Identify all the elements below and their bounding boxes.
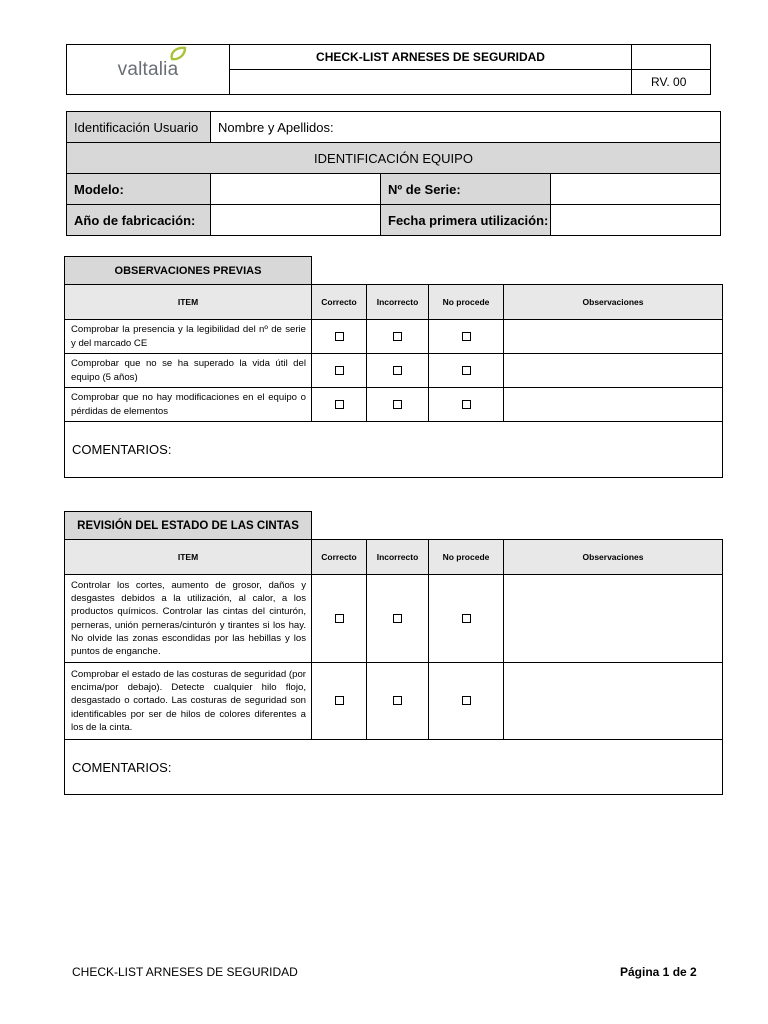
logo-text: valtalia xyxy=(117,58,179,80)
incorrect-checkbox[interactable] xyxy=(393,614,402,623)
observations-field[interactable] xyxy=(504,320,723,354)
check-item: Comprobar la presencia y la legibilidad del nº de serie y del marcado CE xyxy=(65,320,312,354)
year-field[interactable] xyxy=(211,205,381,236)
observations-field[interactable] xyxy=(504,575,723,663)
correct-checkbox[interactable] xyxy=(335,614,344,623)
leaf-icon xyxy=(169,46,187,62)
section-title-cintas: REVISIÓN DEL ESTADO DE LAS CINTAS xyxy=(64,511,312,540)
table-row xyxy=(65,320,723,354)
check-item: Comprobar que no hay modificaciones en el equipo o pérdidas de elementos xyxy=(65,388,312,422)
col-item: ITEM xyxy=(65,285,312,320)
col-item: ITEM xyxy=(65,540,312,575)
observations-field[interactable] xyxy=(504,354,723,388)
user-id-label: Identificación Usuario xyxy=(67,112,211,143)
section-title-observaciones: OBSERVACIONES PREVIAS xyxy=(64,256,312,285)
document-header xyxy=(66,44,711,95)
incorrect-checkbox[interactable] xyxy=(393,400,402,409)
header-blank-cell xyxy=(230,70,632,95)
incorrect-checkbox[interactable] xyxy=(393,696,402,705)
not-applicable-checkbox[interactable] xyxy=(462,614,471,623)
checklist-cintas xyxy=(64,539,723,795)
equipment-heading: IDENTIFICACIÓN EQUIPO xyxy=(67,143,721,174)
checklist-observaciones xyxy=(64,284,723,478)
header-empty-cell xyxy=(632,45,711,70)
page-number: Página 1 de 2 xyxy=(620,965,697,979)
not-applicable-checkbox[interactable] xyxy=(462,696,471,705)
valtalia-logo xyxy=(118,59,179,81)
footer-title: CHECK-LIST ARNESES DE SEGURIDAD xyxy=(72,965,298,979)
correct-checkbox[interactable] xyxy=(335,332,344,341)
observations-field[interactable] xyxy=(504,663,723,740)
document-title: CHECK-LIST ARNESES DE SEGURIDAD xyxy=(230,45,632,70)
model-field[interactable] xyxy=(211,174,381,205)
name-field[interactable]: Nombre y Apellidos: xyxy=(211,112,721,143)
check-item: Comprobar el estado de las costuras de seguridad (por encima/por debajo). Detecte cualquier hilo flojo, desgastado o cortado. Las costuras de seguridad son identificables por ser de hilos de colores diferentes a los de la cinta. xyxy=(65,663,312,740)
not-applicable-checkbox[interactable] xyxy=(462,400,471,409)
col-incorrect: Incorrecto xyxy=(367,285,429,320)
comments-field[interactable]: COMENTARIOS: xyxy=(65,740,723,795)
col-not-applicable: No procede xyxy=(429,285,504,320)
table-row xyxy=(65,575,723,663)
col-not-applicable: No procede xyxy=(429,540,504,575)
not-applicable-checkbox[interactable] xyxy=(462,366,471,375)
col-incorrect: Incorrecto xyxy=(367,540,429,575)
comments-field[interactable]: COMENTARIOS: xyxy=(65,422,723,478)
first-use-field[interactable] xyxy=(551,205,721,236)
first-use-label: Fecha primera utilización: xyxy=(381,205,551,236)
correct-checkbox[interactable] xyxy=(335,366,344,375)
serial-label: Nº de Serie: xyxy=(381,174,551,205)
col-observations: Observaciones xyxy=(504,540,723,575)
table-row xyxy=(65,354,723,388)
logo-cell xyxy=(67,45,230,95)
not-applicable-checkbox[interactable] xyxy=(462,332,471,341)
col-correct: Correcto xyxy=(312,540,367,575)
check-item: Comprobar que no se ha superado la vida útil del equipo (5 años) xyxy=(65,354,312,388)
table-row xyxy=(65,663,723,740)
serial-field[interactable] xyxy=(551,174,721,205)
observations-field[interactable] xyxy=(504,388,723,422)
col-observations: Observaciones xyxy=(504,285,723,320)
identification-table xyxy=(66,111,721,236)
revision-label: RV. 00 xyxy=(632,70,711,95)
correct-checkbox[interactable] xyxy=(335,696,344,705)
incorrect-checkbox[interactable] xyxy=(393,332,402,341)
year-label: Año de fabricación: xyxy=(67,205,211,236)
incorrect-checkbox[interactable] xyxy=(393,366,402,375)
col-correct: Correcto xyxy=(312,285,367,320)
model-label: Modelo: xyxy=(67,174,211,205)
check-item: Controlar los cortes, aumento de grosor, daños y desgastes debidos a la utilización, al calor, a los productos químicos. Controlar las cintas del cinturón, perneras, unión perneras/cinturón y tirantes si los hay. No olvide las zonas escondidas por las hebillas y los puntos de enganche. xyxy=(65,575,312,663)
table-row xyxy=(65,388,723,422)
correct-checkbox[interactable] xyxy=(335,400,344,409)
